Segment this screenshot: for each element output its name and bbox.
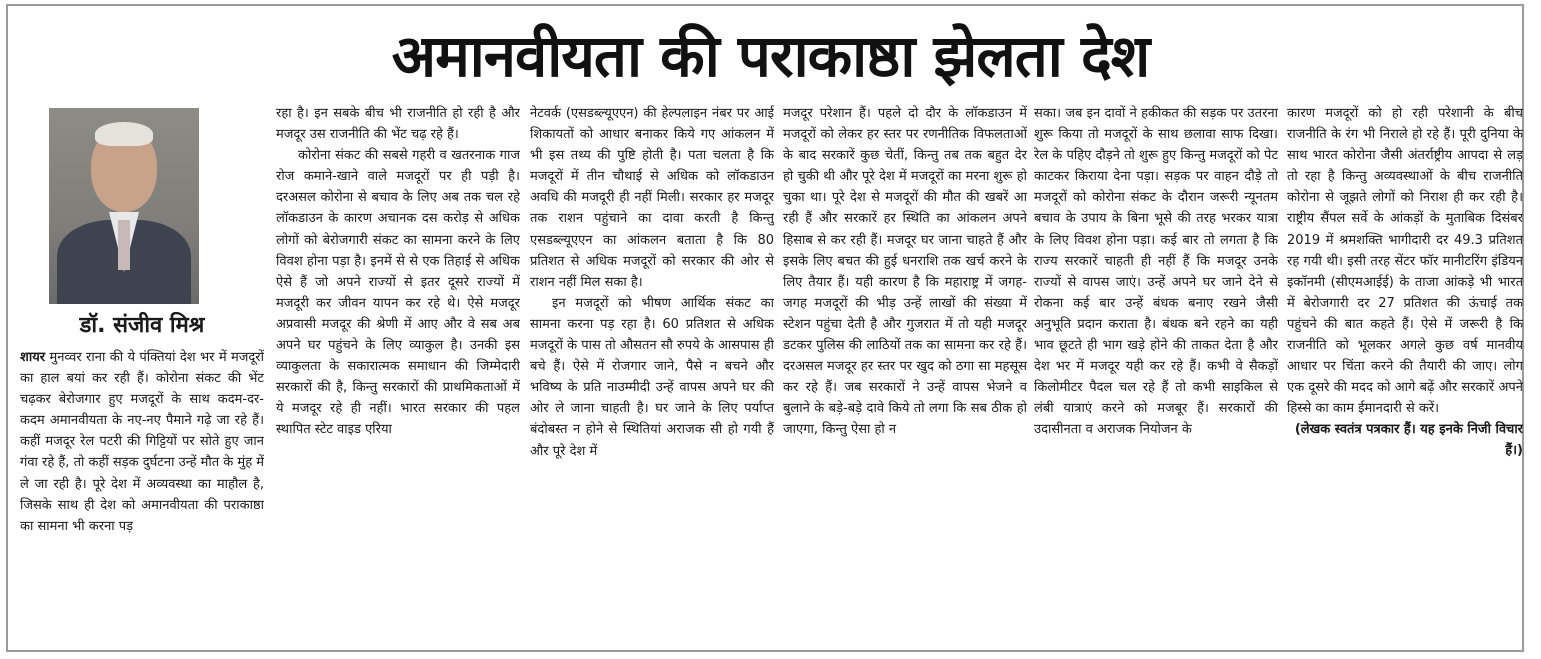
column-3-paragraph-2: इन मजदूरों को भीषण आर्थिक संकट का सामना करना पड़ रहा है। 60 प्रतिशत से अधिक मजदूरों के पास तो औसतन सौ रुपये के आसपास ही बचे हैं। ऐसे में रोजगार जाने, पैसे न बचने और भविष्य के प्रति नाउम्मीदी उन्हें वापस अपने घर की ओर ले जाना चाहती है। घर जाने के लिए पर्याप्त बंदोबस्त न होने से स्थितियां अराजक सी हो गयी हैं और पूरे देश में bbox=[530, 295, 774, 459]
column-2 bbox=[276, 103, 520, 638]
column-5-paragraph-1: सका। जब इन दावों ने हकीकत की सड़क पर उतरना शुरू किया तो मजदूरों के साथ छलावा साफ दिखा। रेल के पहिए दौड़ने तो शुरू हुए किन्तु मजदूरों को पेट काटकर किराया देना पड़ा। सड़क पर वाहन दौड़े तो मजदूरों को कोरोना संकट के दौरान जरूरी न्यूनतम बचाव के उपाय के बिना भूसे की तरह भरकर यात्रा के लिए विवश होना पड़ा। कई बार तो लगता है कि राज्य सरकारें चाहती ही नहीं हैं कि मजदूर उनके राज्यों से वापस जाएं। उन्हें अपने घर जाने देने से रोकना कई बार उन्हें बंधक बनाए रखने जैसी अनुभूति प्रदान कराता है। बंधक बने रहने का यही भाव छूटते ही भाग खड़े होने की ताकत देता है और देश भर में मजदूर यही कर रहे हैं। कभी वे सैकड़ों किलोमीटर पैदल चल रहे हैं तो कभी साइकिल से लंबी यात्राएं करने को मजबूर हैं। सरकारों की उदासीनता व अराजक नियोजन के bbox=[1034, 106, 1278, 438]
column-4-paragraph-1: मजदूर परेशान हैं। पहले दो दौर के लॉकडाउन में मजदूरों को लेकर हर स्तर पर रणनीतिक विफलताओं के बाद सरकारें कुछ चेतीं, किन्तु तब तक बहुत देर हो चुकी थी और पूरे देश में मजदूरों का मरना शुरू हो चुका था। पूरे देश से मजदूरों की मौत की खबरें आ रही हैं और सरकारें हर स्थिति का आंकलन अपने हिसाब से कर रही हैं। मजदूर घर जाना चाहते हैं और इसके लिए बचत की हुई धनराशि तक खर्च करने के लिए तैयार हैं। यही कारण है कि महाराष्ट्र में जगह-जगह मजदूरों की भीड़ उन्हें लाखों की संख्या में स्टेशन पहुंचा देती है और गुजरात में तो यही मजदूर डटकर पुलिस की लाठियों तक का सामना कर रहे हैं। दरअसल मजदूर हर स्तर पर खुद को ठगा सा महसूस कर रहे हैं। जब सरकारों ने उन्हें वापस भेजने व बुलाने के बड़े-बड़े दावे किये तो लगा कि सब ठीक हो जाएगा, किन्तु ऐसा हो न bbox=[783, 106, 1027, 438]
column-5 bbox=[1034, 103, 1278, 638]
column-3-paragraph-1: नेटवर्क (एसडब्ल्यूएएन) की हेल्पलाइन नंबर पर आई शिकायतों को आधार बनाकर किये गए आंकलन में भी इस तथ्य की पुष्टि होती है। पता चलता है कि मजदूरों में तीन चौथाई से अधिक को लॉकडाउन अवधि की मजदूरी ही नहीं मिली। सरकार हर मजदूर तक राशन पहुंचाने का दावा करती है किन्तु एसडब्ल्यूएएन का आंकलन बताता है कि 80 प्रतिशत से अधिक मजदूरों को सरकार की ओर से राशन नहीं मिल सका है। bbox=[530, 106, 774, 290]
author-note: (लेखक स्वतंत्र पत्रकार हैं। यह इनके निजी विचार हैं।) bbox=[1294, 422, 1523, 459]
column-6-paragraph-1: कारण मजदूरों को हो रही परेशानी के बीच राजनीति के रंग भी निराले हो रहे हैं। पूरी दुनिया के साथ भारत कोरोना जैसी अंतर्राष्ट्रीय आपदा से लड़ तो रहा है किन्तु अव्यवस्थाओं के बीच राजनीति कोरोना से जूझते लोगों को निराश ही कर रही है। राष्ट्रीय सैंपल सर्वे के आंकड़ों के मुताबिक दिसंबर 2019 में श्रमशक्ति भागीदारी दर 49.3 प्रतिशत रह गयी थी। इसी तरह सेंटर फॉर मानीटरिंग इंडियन इकॉनमी (सीएमआईई) के ताजा आंकड़े भी भारत में बेरोजगारी दर 27 प्रतिशत की ऊंचाई तक पहुंचने की बात कहते हैं। ऐसे में जरूरी है कि राजनीति को भूलकर अगले कुछ वर्ष मानवीय आधार पर चिंता करने की तैयारी की जाए। लोग एक दूसरे की मदद को आगे बढ़ें और सरकारें अपने हिस्से का काम ईमानदारी से करें। bbox=[1287, 106, 1523, 417]
column-1 bbox=[20, 347, 264, 637]
author-byline: डॉ. संजीव मिश्र bbox=[79, 313, 205, 338]
column-2-paragraph-2: कोरोना संकट की सबसे गहरी व खतरनाक गाज रोज कमाने-खाने वाले मजदूरों पर ही पड़ी है। दरअसल कोरोना से बचाव के लिए अब तक चल रहे लॉकडाउन के कारण अचानक दस करोड़ से अधिक लोगों को बेरोजगारी संकट का सामना करने के लिए विवश होना पड़ा है। इनमें से से एक तिहाई से अधिक ऐसे हैं जो अपने राज्यों से इतर दूसरे राज्यों में मजदूरी कर जीवन यापन कर रहे थे। ऐसे मजदूर अप्रवासी मजदूर की श्रेणी में आए और वे सब अब अपने घर पहुंचने के लिए व्याकुल है। उनकी इस व्याकुलता के सकारात्मक समाधान की जिम्मेदारी सरकारों की है, किन्तु सरकारों की प्राथमिकताओं में ये मजदूर रहे ही नहीं। भारत सरकार की पहल स्थापित स्टेट वाइड एरिया bbox=[276, 148, 520, 438]
column-4 bbox=[783, 103, 1027, 638]
column-6 bbox=[1287, 103, 1523, 638]
author-photo bbox=[49, 108, 199, 304]
lead-word: शायर bbox=[20, 350, 46, 365]
column-1-text: मुनव्वर राना की ये पंक्तियां देश भर में मजदूरों का हाल बयां कर रही हैं। कोरोना संकट की भेंट चढ़कर बेरोजगार हुए मजदूरों के साथ कदम-दर-कदम अमानवीयता के नए-नए पैमाने गढ़े जा रहे हैं। कहीं मजदूर रेल पटरी की गिट्टियों पर सोते हुए जान गंवा रहे हैं, तो कहीं सड़क दुर्घटना उन्हें मौत के मुंह में ले जा रही है। पूरे देश में अव्यवस्था का माहौल है, जिसके साथ ही देश को अमानवीयता की पराकाष्ठा का सामना भी करना पड़ bbox=[20, 350, 264, 534]
column-2-paragraph-1: रहा है। इन सबके बीच भी राजनीति हो रही है और मजदूर उस राजनीति की भेंट चढ़ रहे हैं। bbox=[276, 106, 520, 143]
photo-tie bbox=[118, 220, 130, 270]
photo-hair bbox=[95, 122, 153, 146]
column-3 bbox=[530, 103, 774, 638]
headline: अमानवीयता की पराकाष्ठा झेलता देश bbox=[391, 22, 1150, 90]
column-1-paragraph bbox=[20, 347, 264, 537]
